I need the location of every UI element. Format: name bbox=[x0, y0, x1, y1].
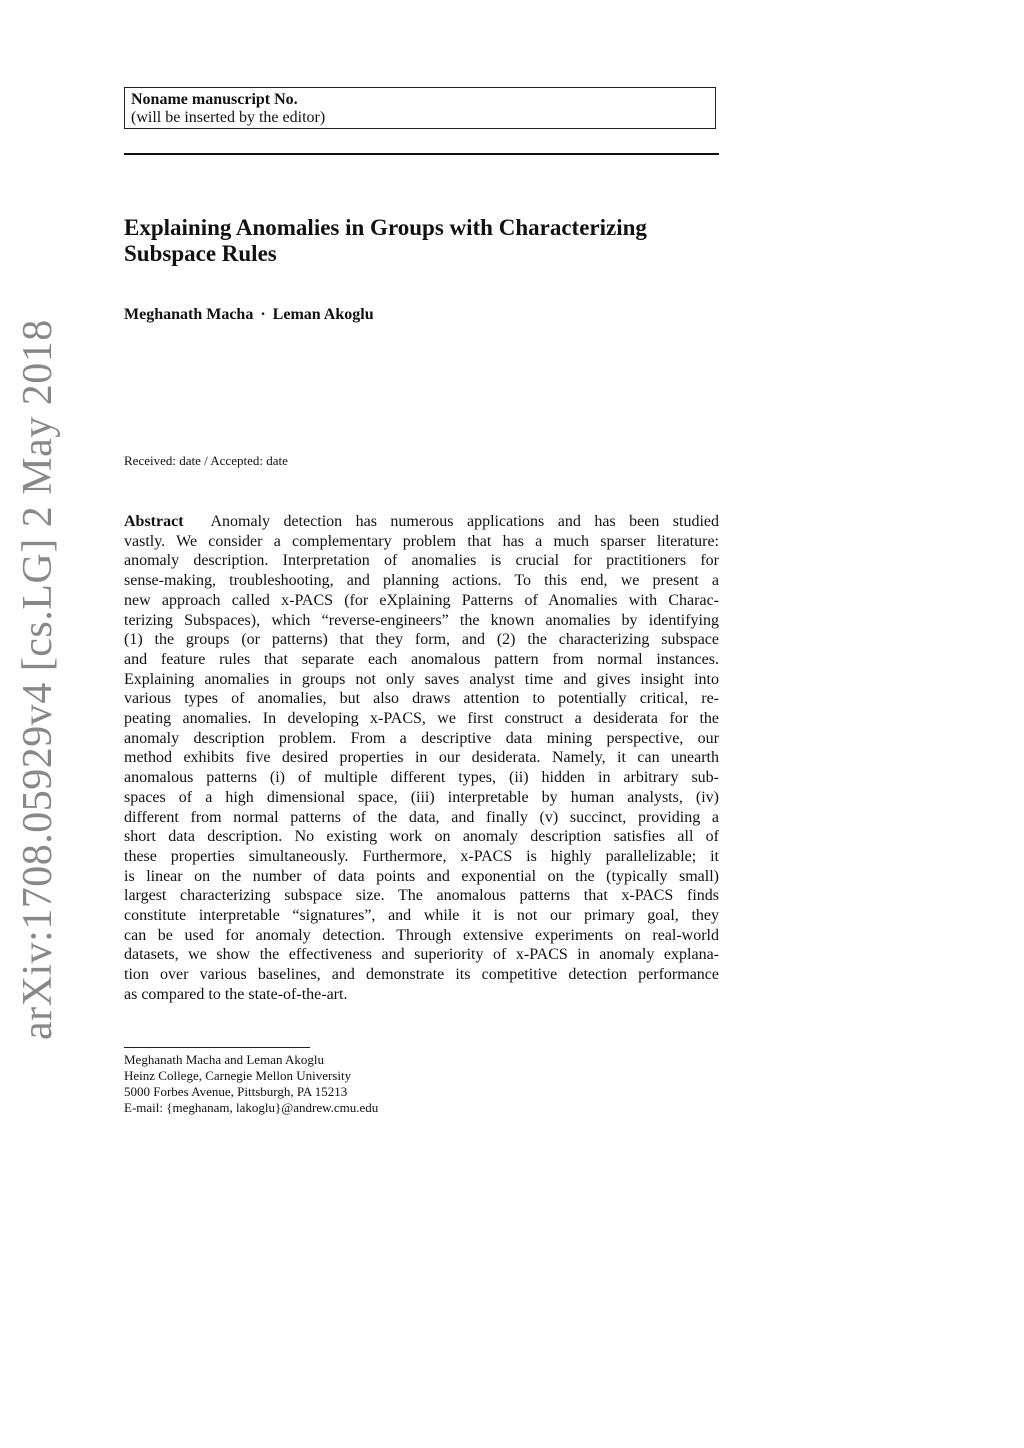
footnote-names: Meghanath Macha and Leman Akoglu bbox=[124, 1052, 324, 1067]
abstract-line: is linear on the number of data points and exponential on the (typically small) bbox=[124, 867, 719, 885]
author-name: Leman Akoglu bbox=[272, 306, 374, 323]
abstract-line: Explaining anomalies in groups not only saves analyst time and gives insight into bbox=[124, 670, 719, 688]
abstract-line: and feature rules that separate each anomalous pattern from normal instances. bbox=[124, 650, 719, 668]
abstract-line: peating anomalies. In developing x-PACS, we first construct a desiderata for the bbox=[124, 710, 719, 728]
editor-note: (will be inserted by the editor) bbox=[131, 109, 326, 126]
author-name: Meghanath Macha bbox=[124, 306, 254, 323]
footnote-email: E-mail: {meghanam, lakoglu}@andrew.cmu.edu bbox=[124, 1100, 379, 1115]
author-footnote bbox=[124, 1052, 378, 1116]
abstract-line: as compared to the state-of-the-art. bbox=[124, 985, 348, 1003]
abstract-line: can be used for anomaly detection. Through extensive experiments on real-world bbox=[124, 926, 719, 944]
footnote-affiliation: Heinz College, Carnegie Mellon University bbox=[124, 1068, 352, 1083]
abstract-line: sense-making, troubleshooting, and planning actions. To this end, we present a bbox=[124, 572, 719, 590]
abstract-line: anomalous patterns (i) of multiple different types, (ii) hidden in arbitrary sub- bbox=[124, 769, 719, 787]
abstract-line: largest characterizing subspace size. The anomalous patterns that x-PACS finds bbox=[124, 887, 719, 905]
abstract-line: tion over various baselines, and demonstrate its competitive detection performance bbox=[124, 966, 719, 984]
abstract-line: anomaly description problem. From a descriptive data mining perspective, our bbox=[124, 729, 719, 747]
arxiv-identifier-stamp: arXiv:1708.05929v4 [cs.LG] 2 May 2018 bbox=[15, 319, 61, 1040]
abstract-line: anomaly description. Interpretation of anomalies is crucial for practitioners for bbox=[124, 552, 719, 570]
abstract-label: Abstract bbox=[124, 513, 184, 530]
author-separator: · bbox=[260, 306, 266, 323]
paper-title bbox=[124, 215, 744, 267]
manuscript-number-box bbox=[124, 87, 716, 129]
header-rule bbox=[124, 153, 719, 155]
abstract-line bbox=[124, 512, 719, 532]
abstract bbox=[124, 512, 719, 1005]
abstract-line: different from normal patterns of the data, and finally (v) succinct, providing a bbox=[124, 808, 719, 826]
abstract-line: spaces of a high dimensional space, (iii) interpretable by human analysts, (iv) bbox=[124, 788, 719, 806]
abstract-line: various types of anomalies, but also draws attention to potentially critical, re- bbox=[124, 690, 719, 708]
title-line-1: Explaining Anomalies in Groups with Characterizing bbox=[124, 215, 647, 240]
author-list bbox=[124, 306, 374, 324]
manuscript-label: Noname manuscript No. bbox=[131, 91, 298, 108]
received-accepted-dates: Received: date / Accepted: date bbox=[124, 453, 288, 468]
abstract-line: constitute interpretable “signatures”, and while it is not our primary goal, they bbox=[124, 907, 719, 925]
abstract-line: these properties simultaneously. Furthermore, x-PACS is highly parallelizable; it bbox=[124, 847, 719, 865]
footnote-rule bbox=[124, 1047, 310, 1048]
abstract-line: method exhibits five desired properties in our desiderata. Namely, it can unearth bbox=[124, 749, 719, 767]
abstract-line: new approach called x-PACS (for eXplaining Patterns of Anomalies with Charac- bbox=[124, 591, 719, 609]
abstract-line: (1) the groups (or patterns) that they form, and (2) the characterizing subspace bbox=[124, 631, 719, 649]
abstract-line-text: Anomaly detection has numerous applications and has been studied bbox=[210, 513, 720, 530]
footnote-address: 5000 Forbes Avenue, Pittsburgh, PA 15213 bbox=[124, 1084, 348, 1099]
abstract-line: terizing Subspaces), which “reverse-engineers” the known anomalies by identifying bbox=[124, 611, 719, 629]
abstract-line: vastly. We consider a complementary problem that has a much sparser literature: bbox=[124, 532, 719, 550]
title-line-2: Subspace Rules bbox=[124, 241, 277, 266]
abstract-line: short data description. No existing work on anomaly description satisfies all of bbox=[124, 828, 719, 846]
abstract-line: datasets, we show the effectiveness and superiority of x-PACS in anomaly explana- bbox=[124, 946, 719, 964]
